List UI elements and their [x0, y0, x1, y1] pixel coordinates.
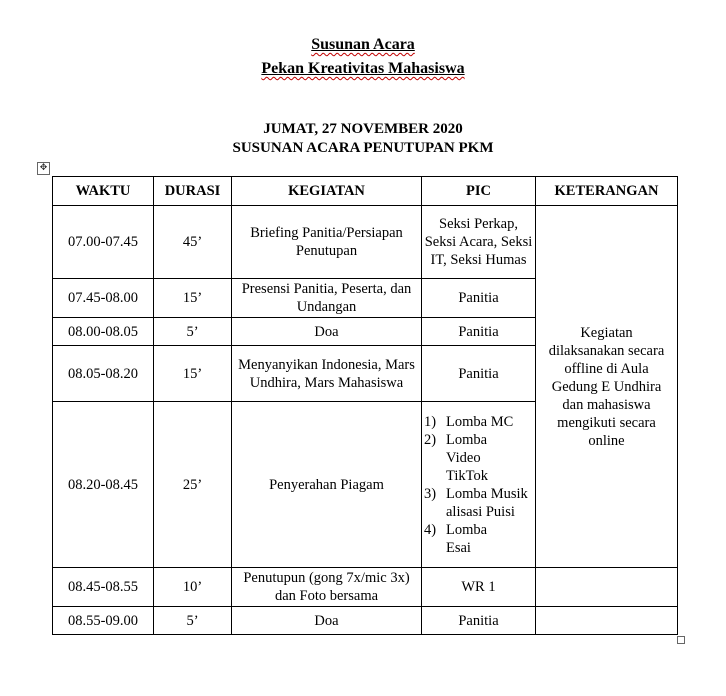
column-header-waktu: WAKTU	[53, 177, 154, 206]
table-row	[53, 568, 678, 607]
cell-waktu: 08.20-08.45	[53, 402, 154, 568]
cell-kegiatan: Penutupun (gong 7x/mic 3x) dan Foto bersama	[232, 568, 422, 607]
cell-pic: Panitia	[422, 318, 536, 346]
date-line: JUMAT, 27 NOVEMBER 2020	[263, 121, 463, 137]
cell-keterangan-empty	[536, 607, 678, 635]
cell-pic: Panitia	[422, 279, 536, 318]
cell-waktu: 08.05-08.20	[53, 346, 154, 402]
cell-keterangan: Kegiatan dilaksanakan secara offline di Aula Gedung E Undhira dan mahasiswa mengikuti secara online	[536, 206, 678, 568]
cell-pic: WR 1	[422, 568, 536, 607]
cell-kegiatan: Briefing Panitia/Persiapan Penutupan	[232, 206, 422, 279]
table-resize-handle-icon[interactable]	[677, 636, 685, 644]
document-subtitle: Pekan Kreativitas Mahasiswa	[261, 60, 465, 77]
column-header-kegiatan: KEGIATAN	[232, 177, 422, 206]
schedule-table	[52, 176, 678, 635]
cell-kegiatan: Presensi Panitia, Peserta, dan Undangan	[232, 279, 422, 318]
cell-keterangan-empty	[536, 568, 678, 607]
cell-waktu: 08.45-08.55	[53, 568, 154, 607]
list-item: 2) Lomba Video TikTok	[424, 431, 488, 484]
column-header-pic: PIC	[422, 177, 536, 206]
cell-waktu: 08.55-09.00	[53, 607, 154, 635]
document-title: Susunan Acara	[311, 36, 415, 53]
cell-kegiatan: Doa	[232, 607, 422, 635]
cell-durasi: 15’	[154, 346, 232, 402]
list-item: 4) Lomba Esai	[424, 521, 488, 556]
list-item: 1) Lomba MC	[424, 413, 514, 430]
table-row	[53, 607, 678, 635]
cell-pic: Panitia	[422, 346, 536, 402]
cell-pic: Panitia	[422, 607, 536, 635]
cell-kegiatan: Doa	[232, 318, 422, 346]
cell-durasi: 25’	[154, 402, 232, 568]
cell-durasi: 10’	[154, 568, 232, 607]
cell-waktu: 08.00-08.05	[53, 318, 154, 346]
section-title: SUSUNAN ACARA PENUTUPAN PKM	[232, 140, 494, 156]
table-move-handle-icon[interactable]: ✥	[37, 162, 50, 175]
column-header-keterangan: KETERANGAN	[536, 177, 678, 206]
cell-waktu: 07.00-07.45	[53, 206, 154, 279]
list-item: 3) Lomba Musikalisasi Puisi	[424, 485, 528, 520]
cell-waktu: 07.45-08.00	[53, 279, 154, 318]
table-row	[53, 206, 678, 279]
cell-durasi: 15’	[154, 279, 232, 318]
cell-kegiatan: Penyerahan Piagam	[232, 402, 422, 568]
cell-durasi: 45’	[154, 206, 232, 279]
cell-durasi: 5’	[154, 607, 232, 635]
cell-pic-list	[422, 402, 536, 568]
pic-list	[424, 413, 533, 557]
column-header-durasi: DURASI	[154, 177, 232, 206]
cell-pic: Seksi Perkap, Seksi Acara, Seksi IT, Seksi Humas	[422, 206, 536, 279]
cell-kegiatan: Menyanyikan Indonesia, Mars Undhira, Mars Mahasiswa	[232, 346, 422, 402]
cell-durasi: 5’	[154, 318, 232, 346]
table-header-row	[53, 177, 678, 206]
